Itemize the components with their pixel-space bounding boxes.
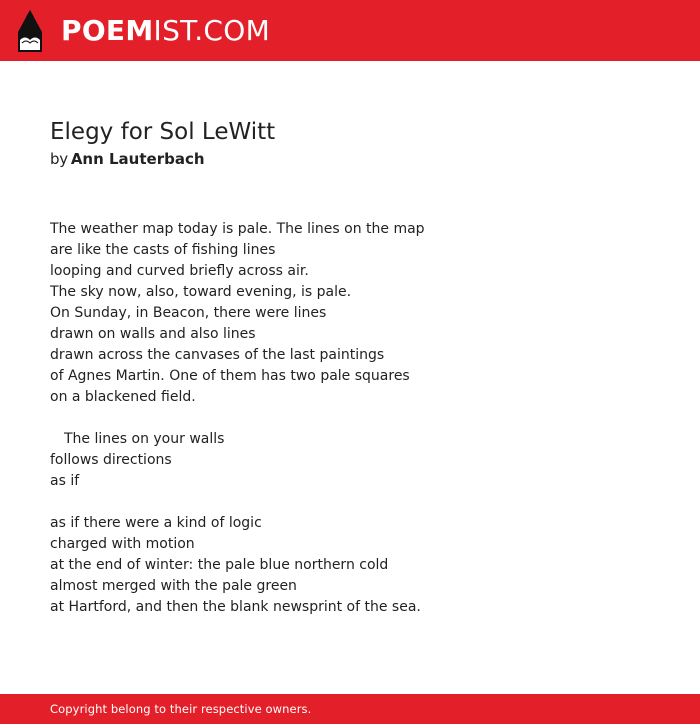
- poem-line: of Agnes Martin. One of them has two pale squares: [50, 368, 410, 384]
- poem-body: [50, 219, 650, 618]
- poem-line: at Hartford, and then the blank newsprint of the sea.: [50, 599, 421, 615]
- poem-line: The lines on your walls: [50, 431, 225, 447]
- poem-line: The weather map today is pale. The lines on the map: [50, 221, 425, 237]
- pencil-icon: [17, 10, 43, 52]
- poem-line: almost merged with the pale green: [50, 578, 297, 594]
- poem-line: looping and curved briefly across air.: [50, 263, 309, 279]
- stanza-break: [50, 492, 650, 513]
- poem-line: follows directions: [50, 452, 172, 468]
- site-footer: [0, 694, 700, 724]
- copyright-notice: Copyright belong to their respective owners.: [50, 702, 312, 716]
- site-logo-text: [61, 10, 270, 52]
- poem-line: are like the casts of fishing lines: [50, 242, 276, 258]
- poem-line: drawn on walls and also lines: [50, 326, 256, 342]
- poem-line: as if there were a kind of logic: [50, 515, 262, 531]
- poem-line: as if: [50, 473, 80, 489]
- poem-title: Elegy for Sol LeWitt: [50, 119, 276, 145]
- poem-stanza: [50, 429, 650, 492]
- site-logo-link[interactable]: [17, 10, 270, 52]
- author-link[interactable]: Ann Lauterbach: [70, 150, 205, 168]
- poem-line: at the end of winter: the pale blue northern cold: [50, 557, 389, 573]
- logo-strong-part: POEM: [61, 14, 154, 47]
- logo-light-part: IST.COM: [153, 14, 271, 47]
- byline: [50, 148, 650, 170]
- poem-line: on a blackened field.: [50, 389, 196, 405]
- poem-stanza: [50, 513, 650, 618]
- poem-header: [50, 117, 650, 170]
- poem-stanza: [50, 219, 650, 408]
- byline-prefix: by: [50, 150, 68, 168]
- poem-line: charged with motion: [50, 536, 195, 552]
- poem-line: drawn across the canvases of the last paintings: [50, 347, 385, 363]
- poem-line: On Sunday, in Beacon, there were lines: [50, 305, 327, 321]
- stanza-break: [50, 408, 650, 429]
- site-header: [0, 0, 700, 61]
- poem-line: The sky now, also, toward evening, is pale.: [50, 284, 352, 300]
